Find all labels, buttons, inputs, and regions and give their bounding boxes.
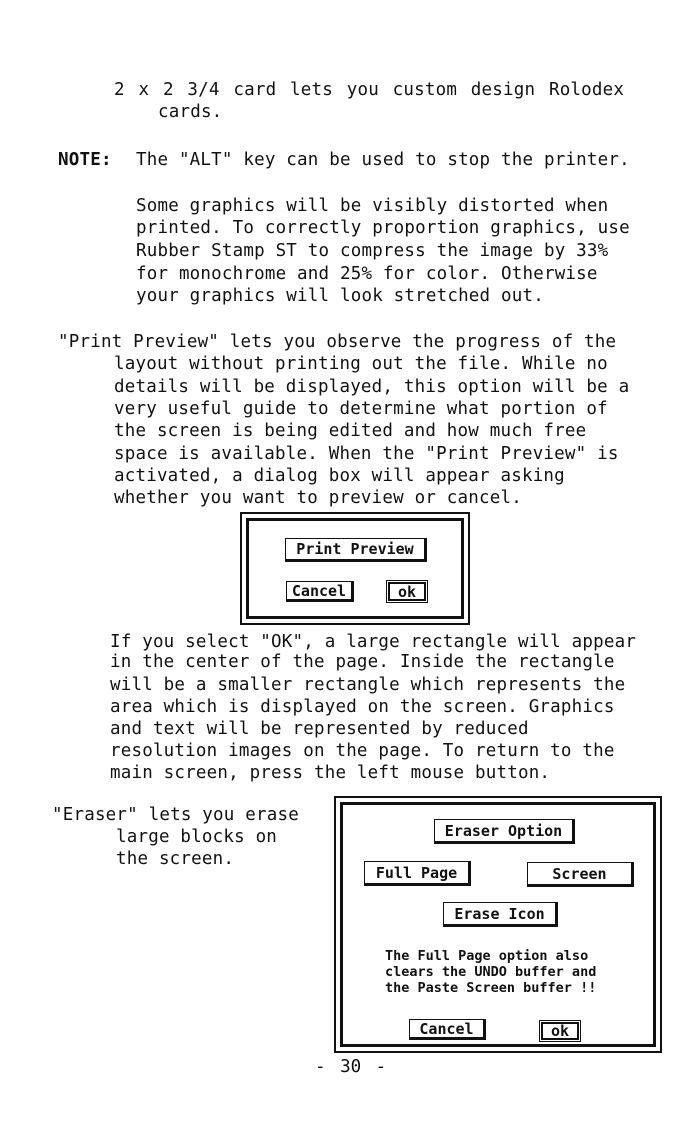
print-preview-line-4: very useful guide to determine what portion of — [114, 399, 608, 419]
after-preview-line-3: will be a smaller rectangle which represents the — [110, 675, 626, 695]
print-preview-line-2: layout without printing out the file. While no — [114, 354, 608, 374]
print-preview-dialog-frame — [246, 518, 464, 619]
print-preview-line-8: whether you want to preview or cancel. — [114, 488, 522, 508]
after-preview-line-6: resolution images on the page. To return to the — [110, 741, 615, 761]
eraser-message-line-3: the Paste Screen buffer !! — [385, 980, 597, 996]
print-preview-dialog — [240, 512, 470, 625]
eraser-option-title-button[interactable]: Eraser Option — [434, 819, 575, 844]
print-preview-line-3: details will be displayed, this option will be a — [114, 377, 630, 397]
eraser-message-line-2: clears the UNDO buffer and — [385, 964, 597, 980]
note-distort-line-3: Rubber Stamp ST to compress the image by 33% — [136, 241, 609, 261]
print-preview-line-5: the screen is being edited and how much free — [114, 421, 587, 441]
after-preview-line-5: and text will be represented by reduced — [110, 719, 529, 739]
erase-icon-button[interactable]: Erase Icon — [443, 902, 558, 927]
intro-line-1: 2 x 2 3/4 card lets you custom design Rolodex — [114, 80, 625, 100]
note-distort-line-5: your graphics will look stretched out. — [136, 286, 544, 306]
print-preview-line-1: "Print Preview" lets you observe the progress of the — [58, 332, 617, 352]
after-preview-line-1: If you select "OK", a large rectangle will appear — [110, 632, 637, 652]
note-distort-line-4: for monochrome and 25% for color. Otherwise — [136, 264, 598, 284]
screen-button[interactable]: Screen — [527, 862, 634, 887]
note-distort-line-2: printed. To correctly proportion graphics, use — [136, 218, 630, 238]
eraser-line-3: the screen. — [116, 849, 235, 869]
note-label: NOTE: — [58, 150, 112, 170]
page-number: - 30 - — [315, 1057, 387, 1077]
full-page-button[interactable]: Full Page — [364, 861, 471, 886]
cancel-button[interactable]: Cancel — [286, 581, 354, 602]
note-alt-key: The "ALT" key can be used to stop the printer. — [136, 150, 630, 170]
intro-line-2: cards. — [158, 102, 223, 122]
after-preview-line-7: main screen, press the left mouse button. — [110, 763, 551, 783]
print-preview-line-6: space is available. When the "Print Preview" is — [114, 444, 619, 464]
eraser-message-line-1: The Full Page option also — [385, 948, 589, 964]
eraser-line-2: large blocks on — [116, 827, 278, 847]
eraser-ok-button[interactable]: ok — [541, 1022, 579, 1040]
print-preview-line-7: activated, a dialog box will appear asking — [114, 466, 565, 486]
ok-button[interactable]: ok — [388, 582, 426, 601]
eraser-line-1: "Eraser" lets you erase — [52, 805, 299, 825]
eraser-option-dialog — [334, 796, 662, 1053]
note-distort-line-1: Some graphics will be visibly distorted when — [136, 196, 609, 216]
after-preview-line-4: area which is displayed on the screen. Graphics — [110, 697, 615, 717]
after-preview-line-2: in the center of the page. Inside the rectangle — [110, 652, 615, 672]
print-preview-title-button[interactable]: Print Preview — [285, 538, 427, 562]
eraser-cancel-button[interactable]: Cancel — [409, 1019, 486, 1040]
